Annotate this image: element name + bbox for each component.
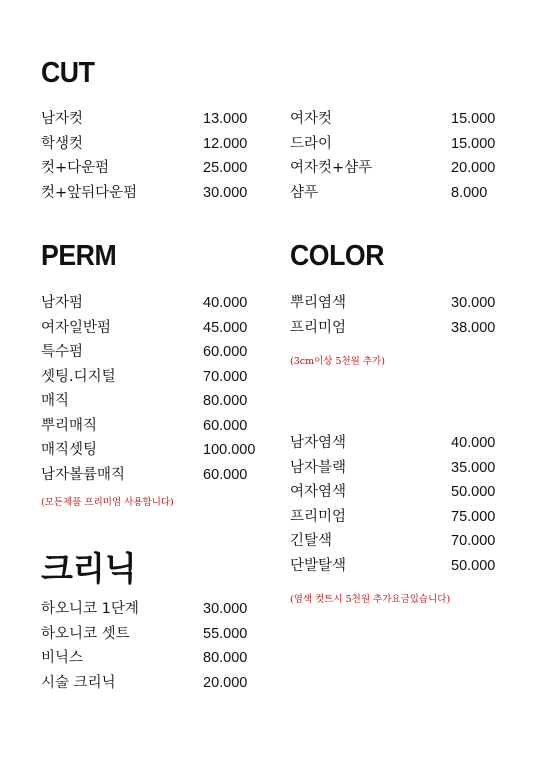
color-list-b (290, 434, 505, 581)
item-price: 30.000 (203, 184, 248, 201)
item-price: 45.000 (203, 319, 248, 336)
color-note-a: (3cm이상 5천원 추가) (290, 356, 385, 367)
list-item (290, 319, 505, 344)
item-name: 프리미엄 (290, 508, 347, 525)
list-item (41, 674, 256, 699)
item-name: 하오니코 1단계 (41, 601, 139, 617)
item-name: 특수펌 (41, 344, 84, 360)
list-item (290, 557, 505, 582)
list-item (41, 343, 261, 368)
item-price: 80.000 (203, 393, 248, 409)
item-price: 75.000 (451, 508, 496, 525)
item-price: 38.000 (451, 319, 496, 336)
color-heading: COLOR (290, 240, 385, 272)
item-price: 30.000 (203, 601, 248, 617)
list-item (41, 466, 261, 491)
item-name: 남자블랙 (290, 459, 347, 476)
item-name: 남자펌 (41, 295, 84, 311)
item-price: 70.000 (451, 533, 496, 549)
list-item (41, 649, 256, 674)
item-name: 학생컷 (41, 135, 84, 152)
list-item (41, 625, 256, 650)
item-name: 뿌리매직 (41, 417, 98, 434)
item-price: 60.000 (203, 466, 248, 483)
perm-list (41, 294, 261, 490)
item-price: 15.000 (451, 111, 496, 127)
list-item (290, 459, 505, 484)
item-name: 여자일반펌 (41, 319, 112, 336)
item-name: 긴탈색 (290, 533, 333, 549)
clinic-heading: 크리닉 (41, 549, 137, 588)
list-item (290, 184, 505, 209)
list-item (290, 110, 505, 135)
list-item (41, 184, 256, 209)
list-item (41, 294, 261, 319)
list-item (41, 368, 261, 393)
item-name: 단발탈색 (290, 557, 347, 574)
list-item (41, 110, 256, 135)
item-name: 시술 크리닉 (41, 674, 116, 691)
item-price: 70.000 (203, 368, 248, 385)
item-price: 40.000 (451, 435, 496, 451)
item-name: 비닉스 (41, 650, 84, 666)
item-name: 남자염색 (290, 435, 347, 451)
list-item (41, 392, 261, 417)
item-name: 뿌리염색 (290, 295, 347, 311)
item-price: 30.000 (451, 295, 496, 311)
color-list-a (290, 294, 505, 343)
item-price: 8.000 (451, 184, 488, 201)
item-price: 15.000 (451, 135, 496, 152)
item-name: 매직 (41, 393, 70, 409)
item-name: 셋팅.디지털 (41, 368, 116, 385)
item-name: 남자컷 (41, 111, 84, 127)
perm-note: (모든제품 프리미엄 사용합니다) (41, 497, 174, 508)
item-price: 60.000 (203, 417, 248, 434)
item-price: 50.000 (451, 484, 496, 500)
item-name: 매직셋팅 (41, 442, 98, 458)
item-price: 80.000 (203, 650, 248, 666)
item-price: 50.000 (451, 557, 496, 574)
list-item (290, 434, 505, 459)
item-name: 여자컷+샴푸 (290, 160, 373, 176)
item-name: 하오니코 셋트 (41, 625, 130, 642)
perm-heading: PERM (41, 240, 117, 272)
item-price: 13.000 (203, 111, 248, 127)
item-name: 컷+다운펌 (41, 160, 110, 176)
list-item (290, 532, 505, 557)
item-name: 프리미엄 (290, 319, 347, 336)
item-price: 40.000 (203, 295, 248, 311)
list-item (290, 508, 505, 533)
item-name: 샴푸 (290, 184, 319, 201)
item-price: 35.000 (451, 459, 496, 476)
cut-list-left (41, 110, 256, 208)
list-item (41, 135, 256, 160)
list-item (290, 294, 505, 319)
item-name: 여자컷 (290, 111, 333, 127)
list-item (41, 159, 256, 184)
list-item (290, 135, 505, 160)
item-name: 남자볼륨매직 (41, 466, 126, 483)
item-price: 100.000 (203, 442, 256, 458)
color-note-b: (염색 컷트시 5천원 추가요금있습니다) (290, 594, 451, 605)
item-price: 60.000 (203, 344, 248, 360)
item-price: 55.000 (203, 625, 248, 642)
list-item (41, 600, 256, 625)
cut-list-right (290, 110, 505, 208)
item-name: 드라이 (290, 135, 333, 152)
list-item (290, 159, 505, 184)
list-item (290, 483, 505, 508)
list-item (41, 417, 261, 442)
item-price: 20.000 (451, 160, 496, 176)
item-price: 20.000 (203, 674, 248, 691)
item-name: 컷+앞뒤다운펌 (41, 184, 138, 201)
list-item (41, 319, 261, 344)
cut-heading: CUT (41, 57, 95, 89)
item-price: 25.000 (203, 160, 248, 176)
list-item (41, 441, 261, 466)
item-price: 12.000 (203, 135, 248, 152)
clinic-list (41, 600, 256, 698)
item-name: 여자염색 (290, 484, 347, 500)
